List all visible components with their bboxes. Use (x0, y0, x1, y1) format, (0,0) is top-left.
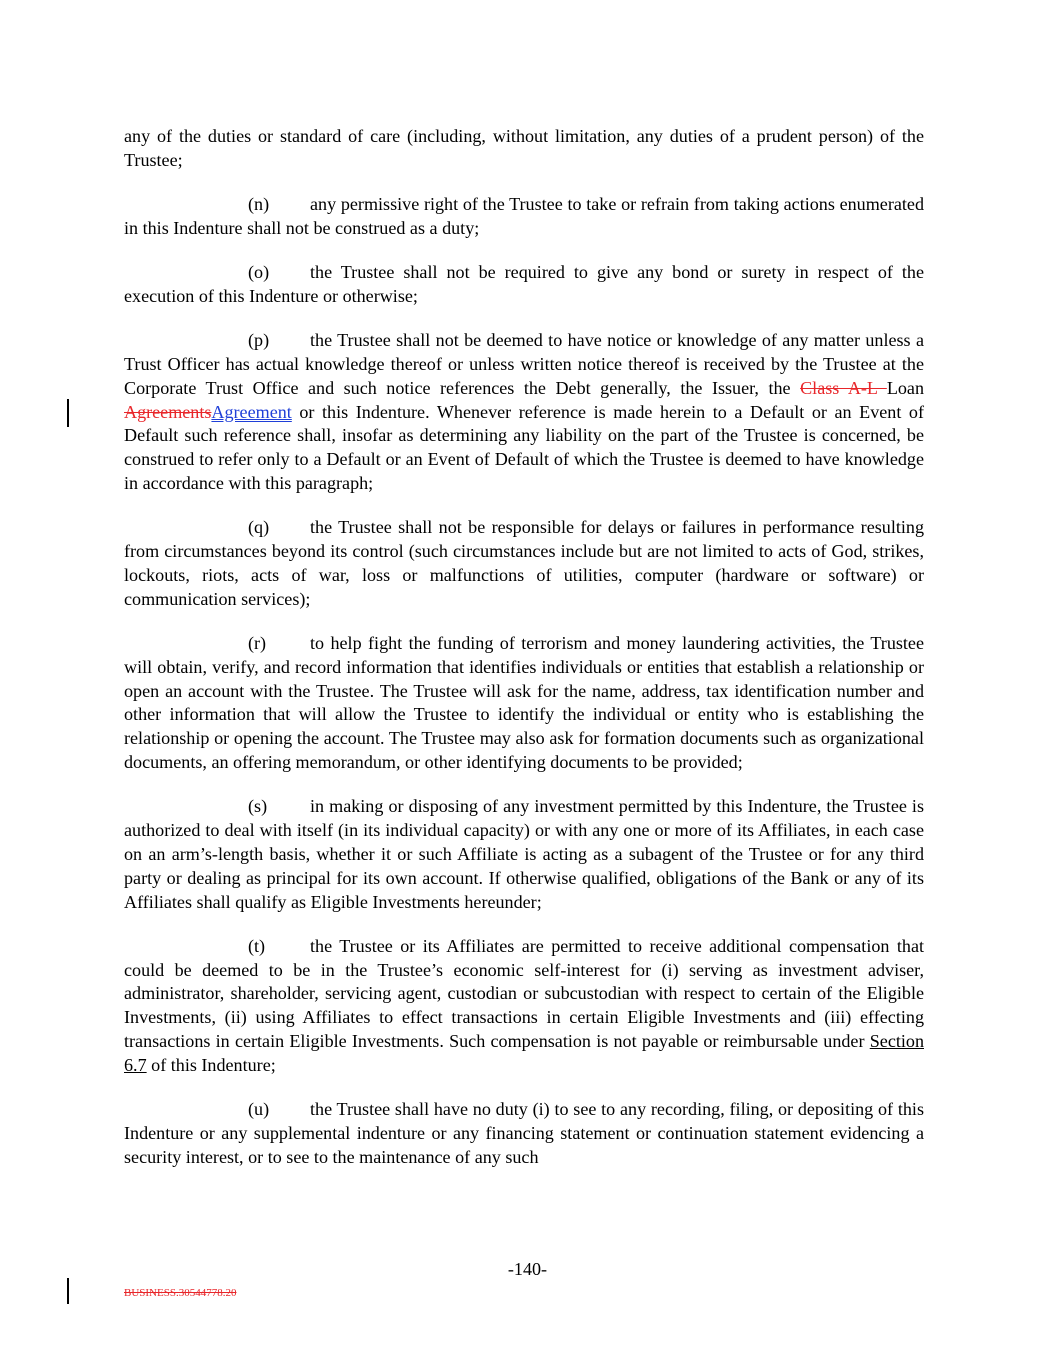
paragraph-s (124, 795, 924, 914)
paragraph-q (124, 516, 924, 611)
paragraph-label: (u) (248, 1099, 270, 1120)
paragraph-text: to help fight the funding of terrorism and money laundering activities, the Trustee will obtain, verify, and record information that identifies individuals or entities that establish a relationship or open an account with the Trustee. The Trustee will ask for the name, address, tax identification number and other information that will allow the Trustee to identify the individual or entity who is establishing the relationship or opening the account. The Trustee may also ask for formation documents such as organizational documents, an offering memorandum, or other identifying documents to be provided; (124, 633, 924, 773)
paragraph-label: (n) (248, 194, 270, 215)
paragraph-p (124, 329, 924, 496)
inserted-text: Agreement (211, 401, 292, 422)
paragraph-o (124, 261, 924, 309)
paragraph-text: of this Indenture; (146, 1054, 276, 1075)
continuation-text: any of the duties or standard of care (including, without limitation, any duties of a prudent person) of the Trustee; (124, 126, 924, 170)
document-body (124, 125, 924, 1190)
paragraph-label: (r) (248, 633, 267, 654)
paragraph-label: (o) (248, 262, 270, 283)
change-bar (67, 399, 69, 427)
paragraph-label: (q) (248, 517, 270, 538)
paragraph-text: Loan (886, 377, 924, 398)
paragraph-text: the Trustee shall not be required to give any bond or surety in respect of the execution of this Indenture or otherwise; (124, 262, 924, 306)
paragraph-text: the Trustee shall have no duty (i) to see to any recording, filing, or depositing of this Indenture or any supplemental indenture or any financing statement or continuation statement evidencing a security interest, or to see to the maintenance of any such (124, 1099, 924, 1167)
section-reference: Section 6.7 (124, 1031, 924, 1075)
change-bar (67, 1278, 69, 1304)
paragraph-text: any permissive right of the Trustee to take or refrain from taking actions enumerated in this Indenture shall not be construed as a duty; (124, 194, 924, 238)
page-number: -140- (507, 1259, 548, 1279)
paragraph-text: the Trustee shall not be deemed to have notice or knowledge of any matter unless a Trust Officer has actual knowledge thereof or unless written notice thereof is received by the Trustee at the Corporate Trust Office and such notice references the Debt generally, the Issuer, the (124, 330, 924, 398)
paragraph-u (124, 1098, 924, 1169)
paragraph-t (124, 935, 924, 1078)
paragraph-r (124, 632, 924, 775)
paragraph-label: (p) (248, 330, 270, 351)
deleted-text: Agreements (124, 401, 212, 422)
paragraph-label: (s) (248, 796, 268, 817)
paragraph-label: (t) (248, 935, 266, 956)
paragraph-text: or this Indenture. Whenever reference is made herein to a Default or an Event of Default such reference shall, insofar as determining any liability on the part of the Trustee is concerned, be construed to refer only to a Default or an Event of Default of which the Trustee is deemed to have knowledge in accordance with this paragraph; (124, 401, 924, 494)
deleted-text: Class A-L (800, 377, 887, 398)
paragraph-text: in making or disposing of any investment permitted by this Indenture, the Trustee is authorized to deal with itself (in its individual capacity) or with any one or more of its Affiliates, in each case on an arm’s-length basis, whether it or such Affiliate is acting as a subagent of the Trustee or for any third party or dealing as principal for its own account. If otherwise qualified, obligations of the Bank or any of its Affiliates shall qualify as Eligible Investments hereunder; (124, 796, 924, 912)
paragraph-n (124, 193, 924, 241)
footer-document-id: BUSINESS.30544778.20 (124, 1287, 237, 1299)
paragraph-text: the Trustee shall not be responsible for delays or failures in performance resulting from circumstances beyond its control (such circumstances include but are not limited to acts of God, strikes, lockouts, riots, acts of war, loss or malfunctions of utilities, computer (hardware or software) or communication services); (124, 517, 924, 609)
paragraph-text: the Trustee or its Affiliates are permitted to receive additional compensation that could be deemed to be in the Trustee’s economic self-interest for (i) serving as investment adviser, administrator, shareholder, servicing agent, custodian or subcustodian with respect to certain of the Eligible Investments, (ii) using Affiliates to effect transactions in certain Eligible Investments and (iii) effecting transactions in certain Eligible Investments. Such compensation is not payable or reimbursable under (124, 935, 924, 1051)
